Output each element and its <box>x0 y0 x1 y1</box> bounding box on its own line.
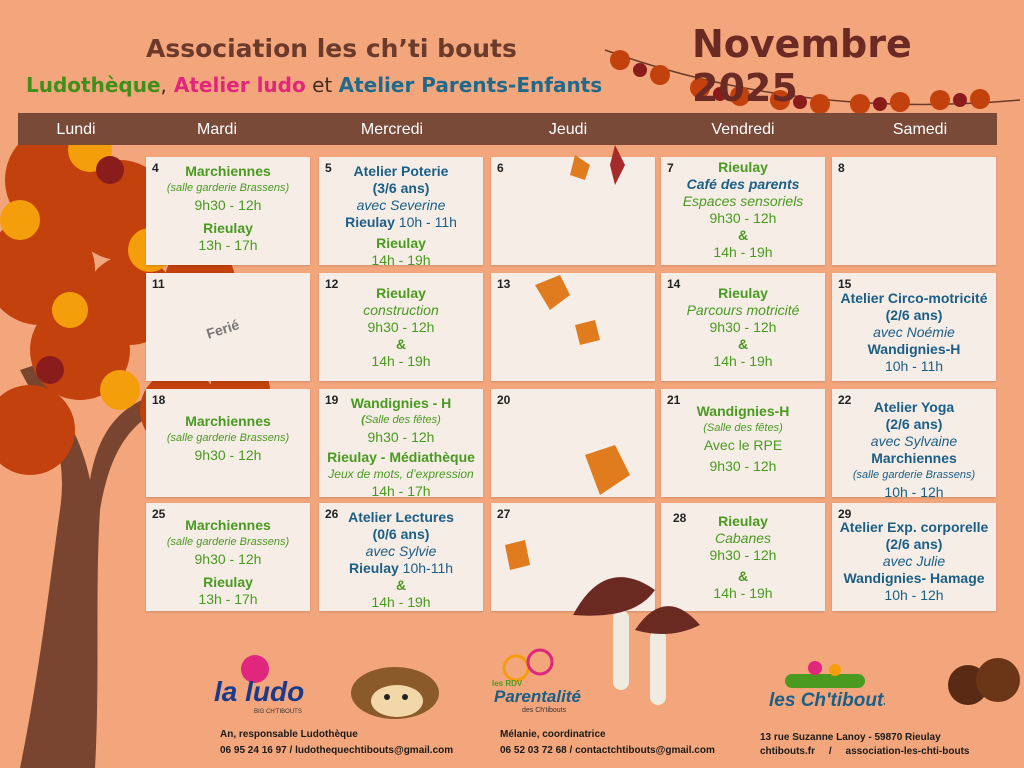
ludo-logo-subtext: BIG CH'TIBOUTS <box>254 709 302 715</box>
ampersand: & <box>395 336 407 352</box>
venue: (salle garderie Brassens) <box>852 469 976 481</box>
time: 9h30 - 12h <box>709 547 777 563</box>
location: Rieulay <box>376 285 426 301</box>
month-title: Novembre 2025 <box>692 22 912 110</box>
day-cell-5 <box>319 157 483 265</box>
venue-paren: ( <box>361 414 365 426</box>
activity-detail: Parcours motricité <box>686 302 800 318</box>
day-cell-19 <box>319 389 483 497</box>
activity-detail: construction <box>363 302 439 318</box>
time: 14h - 19h <box>371 252 431 265</box>
day-number: 4 <box>152 161 159 175</box>
time: 10h - 12h <box>884 484 944 497</box>
ampersand: & <box>737 227 749 243</box>
location: Wandignies - H <box>350 395 452 411</box>
day-cell-21 <box>661 389 825 497</box>
time: 14h - 19h <box>713 585 773 601</box>
activity-detail: Cabanes <box>714 530 772 546</box>
day-cell-29 <box>832 503 996 611</box>
location: Marchiennes <box>185 517 271 533</box>
les-chtibouts-logo <box>765 660 885 720</box>
holiday-label: Ferié <box>204 316 242 342</box>
location: Rieulay <box>345 214 395 230</box>
time: 9h30 - 12h <box>709 319 777 335</box>
location: Rieulay <box>718 159 768 175</box>
location: Rieulay <box>203 574 253 590</box>
time: 9h30 - 12h <box>194 447 262 463</box>
time: 13h - 17h <box>198 591 258 607</box>
day-number: 18 <box>152 393 166 407</box>
chtibouts-logo-text: les Ch'tibouts <box>769 690 885 711</box>
day-number: 15 <box>838 277 852 291</box>
day-cell-26 <box>319 503 483 611</box>
location: Marchiennes <box>185 163 271 179</box>
activity: Café des parents <box>686 176 800 192</box>
parentalite-logo-line1: les RDV <box>492 679 523 688</box>
activity: Atelier Circo-motricité <box>840 290 988 306</box>
day-cell-7 <box>661 157 825 265</box>
day-cell-15 <box>832 273 996 381</box>
venue: Salle des fêtes) <box>364 414 441 426</box>
facilitator: avec Severine <box>356 197 446 213</box>
partner: Avec le RPE <box>703 437 783 453</box>
location: Marchiennes <box>871 450 957 466</box>
time: 9h30 - 12h <box>709 210 777 226</box>
day-cell-4 <box>146 157 310 265</box>
time: 14h - 19h <box>713 244 773 260</box>
location: Wandignies- Hamage <box>843 570 985 586</box>
time: 9h30 - 12h <box>194 197 262 213</box>
facilitator: avec Sylvaine <box>870 433 958 449</box>
ampersand: & <box>395 577 407 593</box>
day-header-samedi: Samedi <box>892 121 948 138</box>
time: 14h - 19h <box>713 353 773 369</box>
location: Rieulay <box>718 513 768 529</box>
subtitle-comma: , <box>160 73 167 97</box>
day-number: 14 <box>667 277 681 291</box>
ampersand: & <box>737 336 749 352</box>
activity: Atelier Yoga <box>873 399 955 415</box>
location: Rieulay <box>348 560 399 576</box>
day-number: 19 <box>325 393 339 407</box>
time: 9h30 - 12h <box>709 458 777 474</box>
venue: (Salle des fêtes) <box>703 422 783 434</box>
age-range: (2/6 ans) <box>885 536 943 552</box>
time: 14h - 19h <box>371 353 431 369</box>
time: 14h - 19h <box>371 594 431 610</box>
hedgehog-illustration <box>345 655 445 720</box>
day-cell-8 <box>832 157 996 265</box>
venue: (salle garderie Brassens) <box>166 432 290 444</box>
activity: Atelier Lectures <box>348 509 454 525</box>
venue: (salle garderie Brassens) <box>166 182 290 194</box>
activity-detail: Espaces sensoriels <box>682 193 804 209</box>
location: Rieulay - Médiathèque <box>327 449 475 465</box>
day-cell-18 <box>146 389 310 497</box>
parentalite-logo-subtext: des Ch'tibouts <box>522 707 567 714</box>
time: 9h30 - 12h <box>194 551 262 567</box>
facilitator: avec Sylvie <box>365 543 437 559</box>
association-web: chtibouts.fr / association-les-chti-bouts <box>760 746 970 757</box>
day-header-jeudi: Jeudi <box>548 121 588 138</box>
day-number: 22 <box>838 393 852 407</box>
association-title: Association les ch’ti bouts <box>146 34 517 63</box>
time: 10h-11h <box>398 560 454 576</box>
day-header-vendredi: Vendredi <box>711 121 775 138</box>
day-number: 26 <box>325 507 339 521</box>
location: Wandignies-H <box>696 403 790 419</box>
age-range: (3/6 ans) <box>372 180 430 196</box>
venue: (salle garderie Brassens) <box>166 536 290 548</box>
day-number: 11 <box>152 277 165 291</box>
location-time <box>319 214 483 231</box>
day-number: 29 <box>838 507 852 521</box>
activity-detail: Jeux de mots, d’expression <box>328 467 474 481</box>
contact-coordinatrice-details: 06 52 03 72 68 / contactchtibouts@gmail.com <box>500 745 715 756</box>
age-range: (0/6 ans) <box>372 526 430 542</box>
time: 10h - 12h <box>884 587 944 603</box>
day-number: 8 <box>838 161 845 175</box>
day-number: 28 <box>673 511 687 525</box>
la-ludo-logo <box>210 655 310 715</box>
day-cell-11 <box>146 273 310 381</box>
location: Wandignies-H <box>867 341 961 357</box>
association-address: 13 rue Suzanne Lanoy - 59870 Rieulay <box>760 732 941 743</box>
day-cell-12 <box>319 273 483 381</box>
facilitator: avec Noémie <box>873 324 955 340</box>
day-number: 6 <box>497 161 504 175</box>
chestnuts-illustration <box>938 650 1024 710</box>
day-cell-25 <box>146 503 310 611</box>
location: Marchiennes <box>185 413 271 429</box>
age-range: (2/6 ans) <box>885 416 943 432</box>
rdv-parentalite-logo <box>492 648 592 718</box>
program-subtitle <box>26 73 602 97</box>
ludo-logo-text: la ludo <box>214 676 305 707</box>
day-cell-22 <box>832 389 996 497</box>
activity: Atelier Poterie <box>353 163 449 179</box>
day-header-lundi: Lundi <box>56 121 96 138</box>
time: 9h30 - 12h <box>367 429 435 445</box>
subtitle-parents-enfants: Atelier Parents-Enfants <box>338 73 603 97</box>
day-number: 12 <box>325 277 339 291</box>
day-cell-14 <box>661 273 825 381</box>
day-number: 13 <box>497 277 511 291</box>
time: 13h - 17h <box>198 237 258 253</box>
day-number: 27 <box>497 507 511 521</box>
time: 10h - 11h <box>394 214 457 230</box>
day-number: 5 <box>325 161 332 175</box>
parentalite-logo-text: Parentalité <box>494 687 581 706</box>
age-range: (2/6 ans) <box>885 307 943 323</box>
facilitator: avec Julie <box>882 553 946 569</box>
day-header-mardi: Mardi <box>196 121 237 138</box>
location: Rieulay <box>376 235 426 251</box>
ampersand: & <box>737 568 749 584</box>
day-number: 20 <box>497 393 511 407</box>
day-header-mercredi: Mercredi <box>360 121 424 138</box>
contact-coordinatrice-name: Mélanie, coordinatrice <box>500 729 606 740</box>
subtitle-ludotheque: Ludothèque <box>26 73 161 97</box>
day-number: 25 <box>152 507 166 521</box>
contact-ludotheque-name: An, responsable Ludothèque <box>220 729 358 740</box>
contact-ludotheque-details: 06 95 24 16 97 / ludothequechtibouts@gmail.com <box>220 745 454 756</box>
activity: Atelier Exp. corporelle <box>839 519 989 535</box>
location: Rieulay <box>203 220 253 236</box>
day-number: 21 <box>667 393 681 407</box>
subtitle-atelier-ludo: Atelier ludo <box>173 73 306 97</box>
day-number: 7 <box>667 161 674 175</box>
location: Rieulay <box>718 285 768 301</box>
time: 14h - 17h <box>371 483 431 497</box>
time: 9h30 - 12h <box>367 319 435 335</box>
time: 10h - 11h <box>884 358 944 374</box>
subtitle-and: et <box>305 73 339 97</box>
